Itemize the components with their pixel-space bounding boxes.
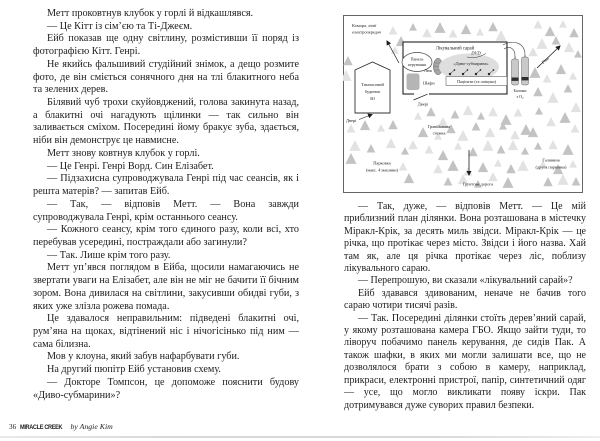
paragraph: — Так. Посередині ділянки стоїть дерев’яний сарай, у якому розташована камера ГБО. Якщо зайти туди, то ліворуч побачимо панель керування, де сидів Пак. А також шафки, в яких ми могли залишати все, що не дозволялося брати з собою в камеру, наприклад, прикраси, електронні пристрої, папір, синтетичний одяг — усе, що могло викликати появу іскри. Пак дотримувався дуже суворих правил безпеки. [344, 312, 586, 411]
cabinets-label: Шафи [423, 80, 435, 86]
shed-door-label: Двері [417, 101, 429, 107]
shed-title: Лікувальний сарай [435, 46, 475, 52]
paragraph: Метт уп’явся поглядом в Ейба, щосили намагаючись не звертати уваги на Елізабет, але він не міг не бачити її бічним зором. Вона дивилася на світлини, закусивши обидві губи, з яких уже злізла рожева помада. [33, 262, 299, 312]
book-title: MIRACLE CREEK [20, 424, 63, 431]
svg-text:Балони: Балони [513, 88, 527, 93]
paragraph: Білявий чуб трохи скуйовджений, голова закинута назад, а блакитні очі нагадують щілинки — так сильно він заливається сміхом. Посередині йому бракує зуба, здається, ніби він демонструє це навмисне. [33, 97, 299, 147]
paragraph: — Так, дуже, — відповів Метт. — Це мій приблизний план ділянки. Вона розташована в містечку Міракл-Крік, за десять миль звідси. Міракл-Крік — це річка, що протікає через місто. Звідси і його назва. Хай там як, але ця річка протікає через ліс, поблизу лікувального сараю. [344, 201, 586, 275]
hatch-label: Люк [424, 68, 432, 73]
svg-text:електропередач: електропередач [352, 29, 382, 35]
paragraph: — Докторе Томпсон, це допоможе пояснити будову «Диво-субмарини»? [33, 376, 299, 401]
paragraph: — Це Генрі. Генрі Ворд. Син Елізабет. [47, 160, 214, 172]
svg-text:Комора, лінії: Комора, лінії [352, 23, 377, 28]
patients-label: Пацієнти (та опікуни) [456, 78, 497, 84]
house-door-label: Двері [346, 118, 357, 123]
paragraph: — Підзахисна супроводжувала Генрі під час сеансів, як і решта матерів? — запитав Ейб. [33, 173, 299, 198]
svg-text:Галявина: Галявина [542, 157, 560, 163]
svg-text:(друга парковка): (друга парковка) [535, 164, 567, 170]
page-number: 36 [9, 423, 17, 431]
svg-text:з О₂: з О₂ [516, 94, 524, 99]
left-page-text [33, 8, 299, 402]
paragraph: Ейб показав ще одну світлину, розмістивши її поряд із фотографією Кітт. Генрі. [33, 33, 299, 58]
svg-text:Ю: Ю [370, 96, 375, 101]
paragraph: Метт проковтнув клубок у горлі й відкашлявся. [47, 8, 254, 19]
page-footer [9, 422, 113, 431]
svg-text:Ґрунтова дорога: Ґрунтова дорога [462, 181, 494, 187]
right-page-text [344, 201, 586, 412]
svg-text:Тимчасовий: Тимчасовий [361, 82, 384, 87]
paragraph: Це здавалося неправильним: підведені блакитні очі, рум’яна на щоках, відтінений ніс і нічогісінько під ним — сама білизна. [33, 313, 299, 350]
paragraph: — Це Кітт із сім’єю та Ті-Джеєм. [47, 20, 193, 32]
svg-text:Ріка: Ріка [540, 55, 550, 65]
cabinets-shape [407, 74, 420, 91]
book-byline: by Angie Kim [70, 422, 113, 431]
svg-text:Гравійована: Гравійована [427, 124, 451, 129]
paragraph: — Перепрошую, ви сказали «лікувальний сарай»? [358, 275, 573, 287]
site-plan-diagram [343, 15, 583, 193]
paragraph: — Кожного сеансу, крім того єдиного разу, коли всі, хто перебував усередині, постраждали або загинули? [33, 224, 299, 248]
svg-text:стежка: стежка [432, 130, 446, 136]
paragraph: Ейб здавався здивованим, неначе не бачив того сараю чотири тисячі разів. [344, 287, 586, 312]
svg-text:Парковка: Парковка [373, 160, 391, 166]
site-plan-svg [343, 15, 583, 193]
paragraph: Метт знову ковтнув клубок у горлі. [47, 147, 200, 159]
submarine-label: «Диво-субмарина» [453, 61, 489, 66]
paragraph: На другий пюпітр Ейб установив схему. [47, 364, 221, 376]
dvd-label: DVD [471, 50, 481, 56]
paragraph: — Так, — відповів Метт. — Вона завжди супроводжувала Генрі, крім останнього сеансу. [33, 198, 299, 223]
page-edge-shadow [0, 436, 600, 438]
svg-text:(макс. 4 машини): (макс. 4 машини) [365, 167, 399, 173]
paragraph: — Так. Лише крім того разу. [47, 249, 171, 261]
svg-text:Панель: Панель [410, 56, 424, 62]
svg-text:керування: керування [408, 61, 426, 67]
svg-text:будинок: будинок [364, 89, 381, 94]
paragraph: Не якийсь фальшивий студійний знімок, а дещо розмите фото, де він сміється сонячного дня на тлі блакитного неба та зелених дерев. [33, 58, 299, 96]
paragraph: Мов у клоуна, який забув нафарбувати губи. [47, 351, 240, 363]
